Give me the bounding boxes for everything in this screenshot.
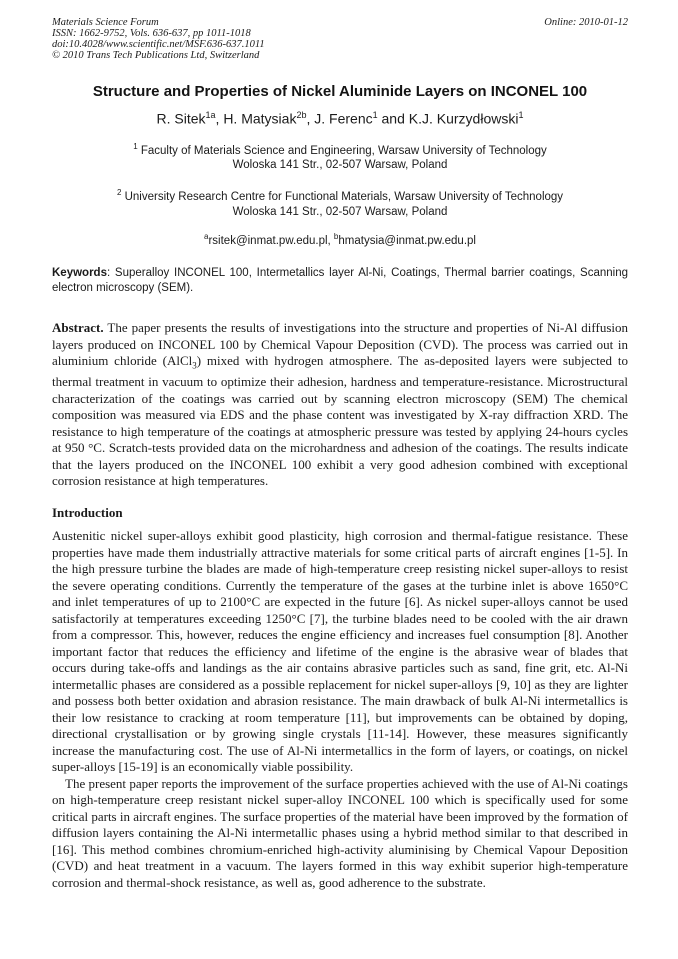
online-date: Online: 2010-01-12 <box>544 17 628 28</box>
affiliation-marker: 2 <box>116 188 122 198</box>
email-marker: a <box>204 232 209 242</box>
affiliation-marker: 1 <box>133 141 138 151</box>
author-affiliation-marker: 1a <box>205 110 216 120</box>
author-name: R. Sitek <box>156 110 206 127</box>
introduction-paragraph-2: The present paper reports the improvement of the surface properties achieved with the use of Al-Ni coatings on high-temperature creep resistant nickel super-alloy INCONEL 100 which is specifically used for some critical parts in aircraft engines. The surface properties of the material have been improved by the formation of diffusion layers containing the Al-Ni intermetallic phases using a hybrid method similar to that described in [16]. This method combines chromium-enriched high-activity aluminising by Chemical Vapour Deposition (CVD) and heat treatment in a vacuum. The layers formed in this way exhibit superior high-temperature corrosion and thermal-shock resistance, as well as, good adherence to the substrate. <box>52 775 628 890</box>
abstract-paragraph <box>52 320 628 490</box>
author-affiliation-marker: 2b <box>296 110 307 120</box>
abstract-text: ) mixed with hydrogen atmosphere. The as-deposited layers were subjected to thermal treatment in vacuum to optimize their adhesion, hardness and temperature-resistance. Microstructural characterization of the coatings was carried out by scanning electron microscopy (SEM) The chemical composition was measured via EDS and the phase content was investigated by X-ray diffraction XRD. The resistance to high temperature of the coatings at atmospheric pressure was tested by applying 24-hours cycles at 950 °C. Scratch-tests provided data on the microhardness and adhesion of the coatings. The results indicate that the layers produced on the INCONEL 100 exhibit a very good adhesion combined with exceptional corrosion resistance at high temperatures. <box>52 353 628 489</box>
introduction-paragraph-1: Austenitic nickel super-alloys exhibit good plasticity, high corrosion and thermal-fatigue resistance. These properties have made them industrially attractive materials for some critical parts of aircraft engines [1-5]. In the high pressure turbine the blades are made of high-temperature creep resisting nickel super-alloys to resist the severe operating conditions. Currently the temperature of the gases at the turbine inlet is above 1650°C and inlet temperatures of up to 2100°C are expected in the future [6]. As nickel super-alloys cannot be used satisfactorily at temperatures exceeding 1250°C [7], the turbine blades need to be cooled with the air drawn from a compressor. This, however, reduces the engine efficiency and increases fuel consumption [8]. Another important factor that reduces the efficiency and lifetime of the engine is the abrasive wear of blades that occurs during take-offs and landings as the air contains abrasive particles such as sand, fine grit, etc. Al-Ni intermetallic phases are considered as a possible replacement for nickel super-alloys [9, 10] as they are lighter and possess both better oxidation and abrasion resistance. The main drawback of bulk Al-Ni intermetallics is their low resistance to cracking at room temperature [11], but improvements can be obtained by doping, directional crystallisation or by growing single crystals [11-14]. However, these measures significantly increase the manufacturing cost. The use of Al-Ni intermetallics in the form of layers, or coatings, on nickel super-alloys [15-19] is an economically viable possibility. <box>52 528 628 775</box>
journal-header <box>52 17 628 61</box>
affiliation-1-line2: Woloska 141 Str., 02-507 Warsaw, Poland <box>232 159 448 172</box>
affiliation-text: University Research Centre for Functional Materials, Warsaw University of Technology <box>121 191 564 204</box>
affiliation-1-line1 <box>52 139 628 159</box>
journal-info <box>52 17 265 61</box>
author-name: , H. Matysiak <box>215 110 297 127</box>
journal-copyright-line: © 2010 Trans Tech Publications Ltd, Switzerland <box>52 50 260 61</box>
email-marker: b <box>333 232 339 242</box>
affiliation-1 <box>52 139 628 174</box>
email-address: hmatysia@inmat.pw.edu.pl <box>338 235 476 248</box>
keywords-block <box>52 266 628 296</box>
abstract-label: Abstract. <box>52 320 104 336</box>
author-affiliation-marker: 1 <box>518 110 524 120</box>
author-name: , J. Ferenc <box>306 110 373 127</box>
abstract-text: The paper presents the results of investigations into the structure and properties of Ni-Al diffusion layers produced on INCONEL 100 by Chemical Vapour Deposition (CVD). The process was carried out in aluminium chloride (AlCl <box>52 320 628 369</box>
section-heading-introduction: Introduction <box>52 504 123 520</box>
author-emails <box>52 229 628 249</box>
keywords-label: Keywords <box>52 267 107 280</box>
affiliation-2 <box>52 185 628 220</box>
affiliation-2-line2: Woloska 141 Str., 02-507 Warsaw, Poland <box>232 206 448 219</box>
affiliation-text: Faculty of Materials Science and Engineering, Warsaw University of Technology <box>137 144 547 157</box>
authors-line <box>52 107 628 127</box>
journal-name: Materials Science Forum <box>52 17 159 28</box>
paper-title: Structure and Properties of Nickel Aluminide Layers on INCONEL 100 <box>92 83 588 100</box>
email-address: rsitek@inmat.pw.edu.pl, <box>208 235 334 248</box>
affiliation-2-line1 <box>52 185 628 205</box>
author-name: and K.J. Kurzydłowski <box>377 110 519 127</box>
chemical-subscript: 3 <box>192 360 197 371</box>
author-affiliation-marker: 1 <box>372 110 378 120</box>
keywords-text: : Superalloy INCONEL 100, Intermetallics layer Al-Ni, Coatings, Thermal barrier coatings, Scanning electron microscopy (SEM). <box>52 267 628 295</box>
journal-issn-line: ISSN: 1662-9752, Vols. 636-637, pp 1011-1018 <box>52 28 251 39</box>
journal-doi-line: doi:10.4028/www.scientific.net/MSF.636-637.1011 <box>52 39 265 50</box>
